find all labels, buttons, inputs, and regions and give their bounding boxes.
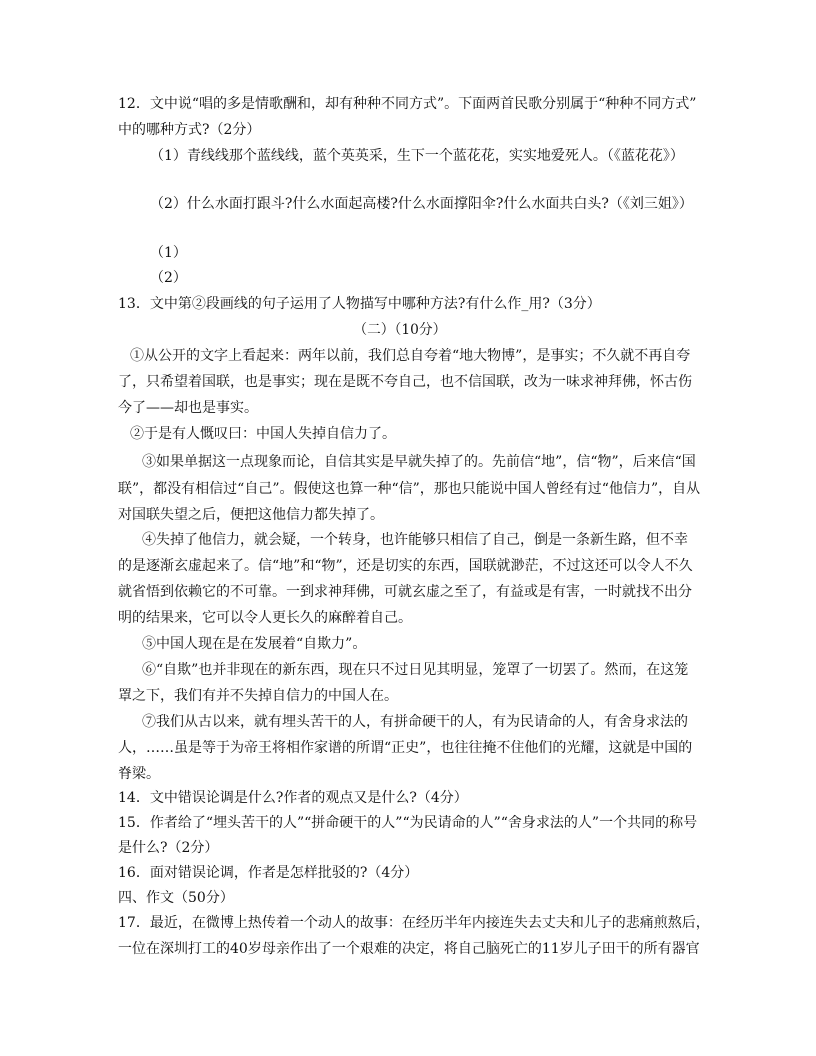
paragraph-6-line-2: 罩之下，我们有并不失掉自信力的中国人在。 — [118, 688, 398, 704]
q16: 16．面对错误论调，作者是怎样批驳的?（4分） — [118, 865, 419, 881]
paragraph-4-line-1: ④失掉了他信力，就会疑，一个转身，也许能够只相信了自己，倒是一条新生路，但不幸 — [142, 532, 688, 548]
paragraph-2: ②于是有人慨叹曰：中国人失掉自信力了。 — [130, 426, 396, 442]
paragraph-3-line-3: 对国联失望之后，便把这他信力都失掉了。 — [118, 507, 384, 523]
paragraph-3-line-1: ③如果单据这一点现象而论，自信其实是早就失掉了的。先前信“地”，信“物”，后来信“国 — [142, 454, 696, 470]
paragraph-1-line-3: 今了——却也是事实。 — [118, 400, 258, 416]
q13: 13．文中第②段画线的句子运用了人物描写中哪种方法?有什么作_用?（3分） — [118, 296, 601, 312]
paragraph-4-line-3: 就省悟到依赖它的不可靠。一到求神拜佛，可就玄虚之至了，有益或是有害，一时就找不出分 — [118, 584, 692, 600]
section-heading: （二）（10分） — [353, 322, 447, 338]
q15-line-2: 是什么?（2分） — [118, 840, 219, 856]
q15-line-1: 15．作者给了“埋头苦干的人”“拼命硬干的人”“为民请命的人”“舍身求法的人”一个共同的称号 — [118, 815, 698, 831]
paragraph-7-line-1: ⑦我们从古以来，就有埋头苦干的人，有拼命硬干的人，有为民请命的人，有舍身求法的 — [142, 714, 688, 730]
q12-song-2: （2）什么水面打跟斗?什么水面起高楼?什么水面撑阳伞?什么水面共白头?（《刘三姐》） — [150, 196, 693, 212]
q12-answer-1: （1） — [150, 245, 187, 261]
q12-song-1: （1）青线线那个蓝线线，蓝个英英采，生下一个蓝花花，实实地爱死人。（《蓝花花》） — [150, 148, 684, 164]
composition-heading: 四、作文（50分） — [118, 890, 234, 906]
paragraph-5: ⑤中国人现在是在发展着“自欺力”。 — [142, 636, 367, 652]
paragraph-7-line-2: 人，……虽是等于为帝王将相作家谱的所谓“正史”，也往往掩不住他们的光耀，这就是中国的 — [118, 740, 693, 756]
q17-line-2: 一位在深圳打工的40岁母亲作出了一个艰难的决定，将自己脑死亡的11岁儿子田干的所有器官 — [118, 941, 700, 957]
q17-line-1: 17．最近，在微博上热传着一个动人的故事：在经历半年内接连失去丈夫和儿子的悲痛煎熬后， — [118, 915, 710, 931]
q12-answer-2: （2） — [150, 270, 187, 286]
paragraph-1-line-1: ①从公开的文字上看起来：两年以前，我们总自夸着“地大物博”，是事实；不久就不再自夸 — [130, 348, 691, 364]
paragraph-1-line-2: 了，只希望着国联，也是事实；现在是既不夸自己，也不信国联，改为一味求神拜佛，怀古伤 — [118, 374, 692, 390]
q14: 14．文中错误论调是什么?作者的观点又是什么?（4分） — [118, 790, 468, 806]
q12-line-2: 中的哪种方式?（2分） — [118, 122, 261, 138]
paragraph-4-line-2: 的是逐渐玄虚起来了。信“地”和“物”，还是切实的东西，国联就渺茫，不过这还可以令人不久 — [118, 558, 693, 574]
paragraph-3-line-2: 联”，都没有相信过“自己”。假使这也算一种“信”，那也只能说中国人曾经有过“他信力”，自从 — [118, 481, 701, 497]
paragraph-7-line-3: 脊梁。 — [118, 766, 160, 782]
paragraph-6-line-1: ⑥“自欺”也并非现在的新东西，现在只不过日见其明显，笼罩了一切罢了。然而，在这笼 — [142, 662, 689, 678]
q12-line-1: 12．文中说“唱的多是情歌酬和，却有种种不同方式”。下面两首民歌分别属于“种种不同方式” — [118, 96, 697, 112]
paragraph-4-line-4: 明的结果来，它可以令人更长久的麻醉着自己。 — [118, 610, 412, 626]
